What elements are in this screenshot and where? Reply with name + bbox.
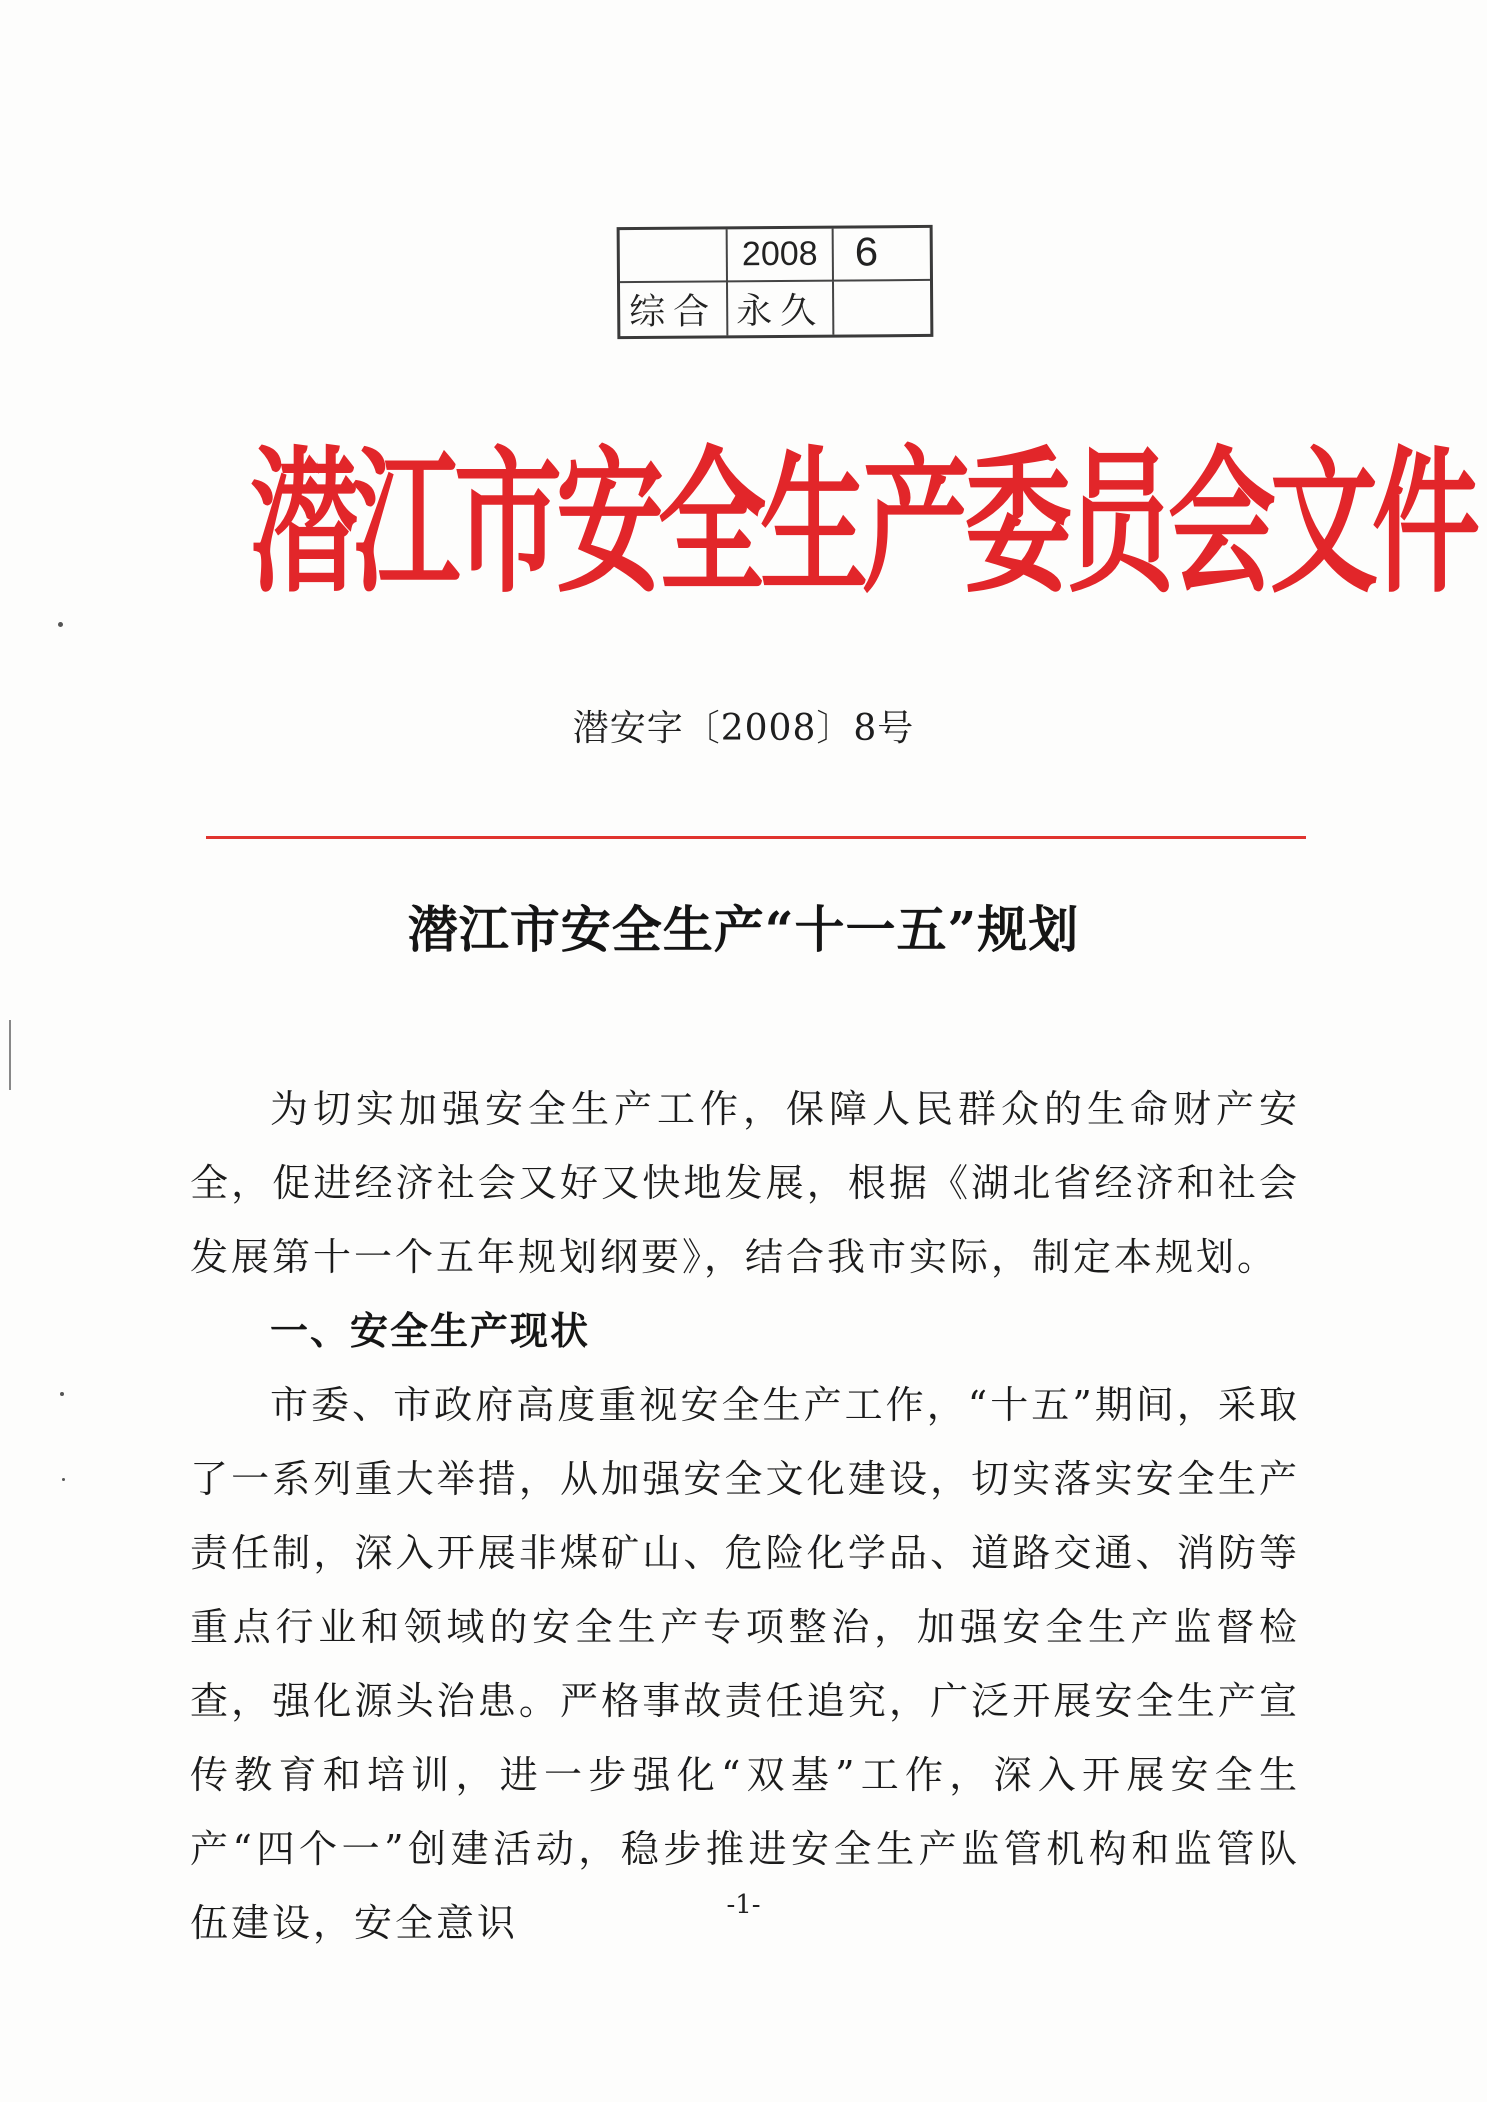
document-number: 潜安字〔2008〕8号 bbox=[572, 708, 915, 749]
section-paragraph: 市委、市政府高度重视安全生产工作，“十五”期间，采取了一系列重大举措，从加强安全文化建设，切实落实安全生产责任制，深入开展非煤矿山、危险化学品、道路交通、消防等重点行业和领域的安全生产专项整治，加强安全生产监督检查，强化源头治患。严格事故责任追究，广泛开展安全生产宣传教育和培训，进一步强化“双基”工作，深入开展安全生产“四个一”创建活动，稳步推进安全生产监管机构和监管队伍建设，安全意识 bbox=[190, 1383, 1300, 1945]
masthead-title: 潜江市安全生产委员会文件 bbox=[250, 433, 1475, 615]
archive-stamp bbox=[617, 225, 934, 339]
stamp-retention: 永久 bbox=[728, 282, 834, 336]
stamp-number: 6 bbox=[834, 228, 930, 282]
stamp-category: 综合 bbox=[620, 282, 728, 336]
section-heading: 一、安全生产现状 bbox=[270, 1309, 591, 1353]
stamp-blank-cell bbox=[620, 229, 728, 283]
scan-edge-mark bbox=[9, 1020, 11, 1090]
scan-speck bbox=[62, 1478, 65, 1481]
page-number: -1- bbox=[726, 1890, 761, 1920]
body-text bbox=[190, 1072, 1300, 1960]
stamp-blank-cell-2 bbox=[834, 281, 930, 335]
intro-paragraph: 为切实加强安全生产工作，保障人民群众的生命财产安全，促进经济社会又好又快地发展，根据《湖北省经济和社会发展第十一个五年规划纲要》，结合我市实际，制定本规划。 bbox=[190, 1087, 1300, 1279]
document-title: 潜江市安全生产“十一五”规划 bbox=[407, 900, 1080, 959]
scan-speck bbox=[60, 1392, 64, 1396]
scan-speck bbox=[58, 622, 63, 627]
red-divider-line bbox=[206, 836, 1306, 839]
stamp-year: 2008 bbox=[728, 229, 834, 283]
